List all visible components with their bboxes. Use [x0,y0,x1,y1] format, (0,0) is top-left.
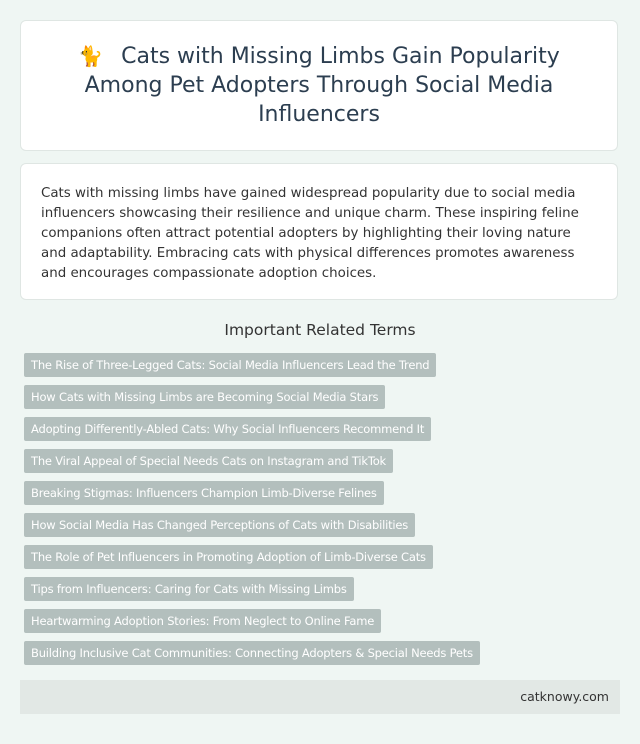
cat-icon: 🐈 [78,44,104,68]
title-card [20,20,618,151]
related-term-tag[interactable]: Breaking Stigmas: Influencers Champion Limb-Diverse Felines [24,481,384,505]
related-term-item [24,417,620,449]
related-term-tag[interactable]: How Cats with Missing Limbs are Becoming Social Media Stars [24,385,385,409]
page-title [21,42,617,129]
related-term-item [24,609,620,641]
related-term-item [24,449,620,481]
related-term-tag[interactable]: The Rise of Three-Legged Cats: Social Media Influencers Lead the Trend [24,353,436,377]
related-term-item [24,545,620,577]
related-term-tag[interactable]: The Role of Pet Influencers in Promoting Adoption of Limb-Diverse Cats [24,545,433,569]
related-terms-heading: Important Related Terms [224,321,416,339]
related-term-item [24,385,620,417]
related-term-tag[interactable]: Heartwarming Adoption Stories: From Neglect to Online Fame [24,609,381,633]
summary-card [20,163,618,300]
footer-site-link[interactable]: catknowy.com [520,689,609,704]
related-terms-list [24,353,620,673]
related-term-item [24,513,620,545]
summary-text: Cats with missing limbs have gained widespread popularity due to social media influencers showcasing their resilience and unique charm. These inspiring feline companions often attract potential adopters by highlighting their loving nature and adaptability. Embracing cats with physical differences promotes awareness and encourages compassionate adoption choices. [41,186,579,281]
related-term-item [24,641,620,673]
related-term-item [24,481,620,513]
page-title-text: Cats with Missing Limbs Gain Popularity Among Pet Adopters Through Social Media Influencers [84,44,560,127]
related-term-item [24,577,620,609]
related-term-tag[interactable]: Adopting Differently-Abled Cats: Why Social Influencers Recommend It [24,417,431,441]
related-term-tag[interactable]: The Viral Appeal of Special Needs Cats on Instagram and TikTok [24,449,393,473]
related-term-item [24,353,620,385]
related-term-tag[interactable]: Tips from Influencers: Caring for Cats with Missing Limbs [24,577,354,601]
related-term-tag[interactable]: How Social Media Has Changed Perceptions of Cats with Disabilities [24,513,415,537]
footer [20,680,620,714]
related-term-tag[interactable]: Building Inclusive Cat Communities: Connecting Adopters & Special Needs Pets [24,641,480,665]
